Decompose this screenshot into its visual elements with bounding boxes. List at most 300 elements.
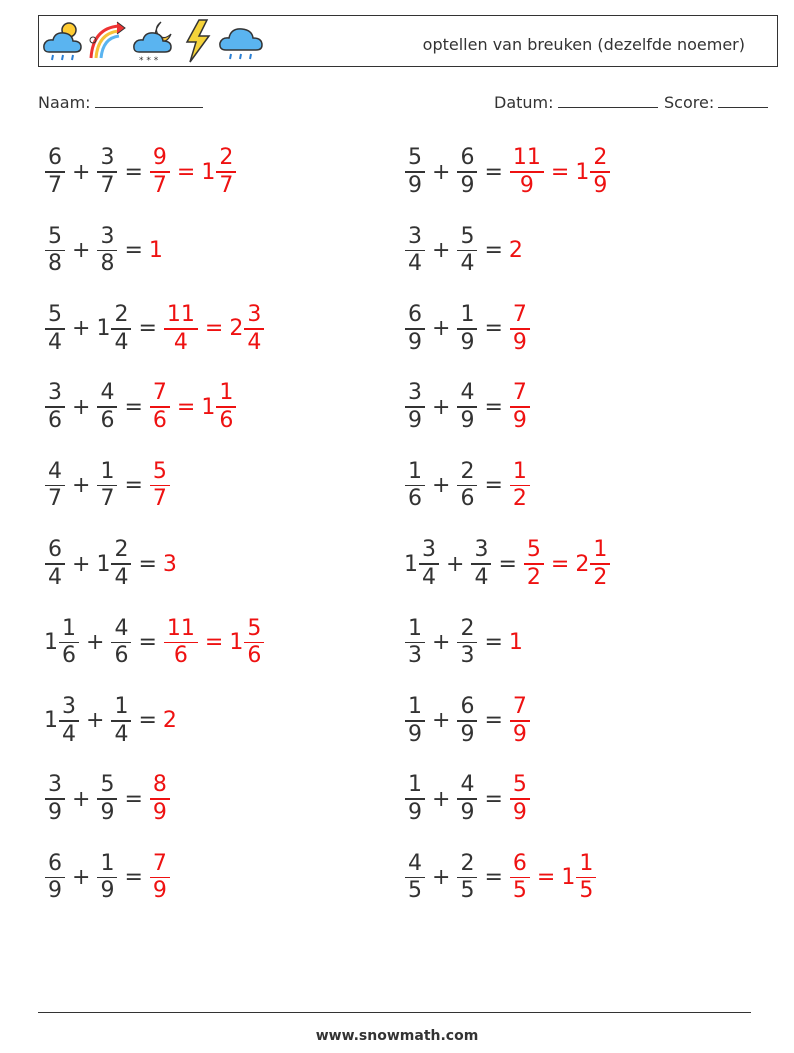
fraction [150,459,170,513]
numerator: 6 [460,694,475,719]
fraction [244,302,264,356]
denominator: 9 [460,407,475,433]
equals-sign: = [124,159,143,185]
numerator: 5 [152,458,167,484]
denominator: 9 [593,172,608,198]
answer [509,238,523,263]
numerator: 2 [460,615,475,641]
fraction [405,851,425,905]
problem-8 [404,375,531,439]
whole-number: 1 [229,629,244,655]
whole-number: 2 [508,237,523,263]
denominator: 9 [512,407,527,433]
numerator: 3 [48,772,62,798]
denominator: 6 [247,643,262,669]
answer [509,630,523,655]
denominator: 9 [512,721,527,747]
plus-sign: + [72,473,91,499]
numerator: 4 [460,772,475,798]
numerator: 6 [408,302,422,327]
answer [509,851,597,905]
numerator: 1 [593,537,608,563]
lightning-icon [181,18,215,64]
equals-sign: = [124,473,143,499]
sun-rain-cloud-icon [41,18,85,64]
answer [509,380,531,434]
numerator: 6 [48,145,62,171]
whole-number: 1 [404,551,418,577]
plus-sign: + [432,629,451,655]
fraction [457,302,477,356]
numerator: 6 [512,850,527,876]
denominator: 4 [408,251,422,277]
denominator: 7 [48,172,62,198]
numerator: 2 [114,302,129,327]
numerator: 1 [512,458,527,484]
plus-sign: + [432,473,451,499]
answer [163,552,177,577]
problem-13 [44,610,265,674]
plus-sign: + [432,237,451,263]
answer [149,459,171,513]
equals-sign: = [176,394,196,420]
fraction [45,145,65,199]
whole-number: 1 [96,316,111,342]
fraction [510,380,530,434]
plus-sign: + [432,394,451,420]
denominator: 2 [512,486,527,512]
plus-sign: + [446,551,465,577]
equals-sign: = [484,473,503,499]
score-label: Score: [664,93,715,112]
fraction [45,772,65,826]
equals-sign: = [138,708,157,734]
answer [163,302,265,356]
numerator: 2 [219,145,234,171]
whole-number: 1 [201,394,216,420]
fraction [510,694,530,748]
denominator: 4 [62,721,76,747]
moon-snow-cloud-icon [131,18,177,64]
plus-sign: + [86,708,105,734]
date-field [494,93,658,112]
denominator: 7 [100,172,115,198]
denominator: 4 [114,564,129,590]
fraction [150,380,170,434]
numerator: 5 [408,145,422,171]
fraction [524,537,544,591]
numerator: 2 [460,850,475,876]
denominator: 9 [408,172,422,198]
equals-sign: = [484,237,503,263]
plus-sign: + [72,786,91,812]
denominator: 4 [173,329,188,355]
denominator: 5 [579,878,594,904]
denominator: 4 [114,721,129,747]
numerator: 5 [460,223,475,249]
fraction [510,302,530,356]
numerator: 11 [166,615,195,641]
score-field [664,93,768,112]
fraction [216,145,236,199]
plus-sign: + [432,786,451,812]
problem-16 [404,689,531,753]
denominator: 5 [460,878,475,904]
problem-19 [44,846,171,910]
numerator: 5 [48,302,62,327]
name-line [95,93,203,108]
answer [509,302,531,356]
equals-sign: = [484,865,503,891]
denominator: 4 [247,329,262,355]
fraction [150,851,170,905]
denominator: 3 [460,643,475,669]
fraction [216,380,236,434]
problem-9 [44,454,171,518]
denominator: 9 [152,799,167,825]
equals-sign: = [484,316,503,342]
equals-sign: = [176,159,196,185]
worksheet-title: optellen van breuken (dezelfde noemer) [422,35,745,54]
equals-sign: = [484,394,503,420]
denominator: 4 [48,329,62,355]
answer [509,145,611,199]
denominator: 9 [100,878,115,904]
numerator: 2 [593,145,608,171]
denominator: 9 [408,329,422,355]
denominator: 6 [408,486,422,512]
numerator: 4 [114,615,129,641]
problem-20 [404,846,597,910]
fraction [59,616,79,670]
denominator: 4 [422,564,436,590]
answer [509,694,531,748]
numerator: 6 [48,537,62,563]
equals-sign: = [204,316,224,342]
numerator: 6 [460,145,475,171]
denominator: 4 [114,329,129,355]
date-line [558,93,658,108]
answer [163,708,177,733]
fraction [45,851,65,905]
fraction [45,459,65,513]
denominator: 5 [408,878,422,904]
plus-sign: + [432,708,451,734]
denominator: 4 [460,251,475,277]
numerator: 3 [48,380,62,406]
numerator: 5 [526,537,541,563]
fraction [405,145,425,199]
fraction [97,459,117,513]
whole-number: 2 [575,551,590,577]
fraction [111,616,131,670]
fraction [405,616,425,670]
denominator: 4 [48,564,62,590]
numerator: 8 [152,772,167,798]
numerator: 3 [62,694,76,719]
fraction [457,145,477,199]
problem-6 [404,297,531,361]
numerator: 4 [100,380,115,406]
numerator: 7 [512,302,527,327]
numerator: 5 [247,615,262,641]
denominator: 2 [593,564,608,590]
denominator: 9 [408,407,422,433]
whole-number: 1 [44,708,58,734]
equals-sign: = [484,159,503,185]
plus-sign: + [432,865,451,891]
fraction [457,380,477,434]
numerator: 7 [512,694,527,719]
denominator: 9 [519,172,534,198]
fraction [45,537,65,591]
answer [149,238,163,263]
denominator: 6 [219,407,234,433]
equals-sign: = [498,551,517,577]
denominator: 9 [460,721,475,747]
problem-3 [44,218,163,282]
plus-sign: + [72,316,91,342]
whole-number: 1 [148,237,163,263]
denominator: 7 [219,172,234,198]
equals-sign: = [484,629,503,655]
numerator: 3 [474,537,489,563]
problem-5 [44,297,265,361]
whole-number: 1 [575,159,590,185]
denominator: 6 [48,407,62,433]
fraction [419,537,439,591]
fraction [510,851,530,905]
equals-sign: = [124,865,143,891]
fraction [150,145,170,199]
denominator: 9 [408,799,422,825]
denominator: 5 [512,878,527,904]
plus-sign: + [72,237,91,263]
fraction [59,694,79,748]
fraction [471,537,491,591]
numerator: 1 [579,850,594,876]
numerator: 4 [48,458,62,484]
fraction [111,537,131,591]
answer [149,851,171,905]
denominator: 9 [460,172,475,198]
problem-18 [404,767,531,831]
denominator: 9 [100,799,115,825]
whole-number: 2 [162,708,177,734]
numerator: 5 [48,223,62,249]
denominator: 9 [512,329,527,355]
score-line [718,93,768,108]
problem-12 [404,532,611,596]
fraction [457,459,477,513]
denominator: 8 [48,251,62,277]
problem-14 [404,610,523,674]
fraction [111,302,131,356]
denominator: 4 [474,564,489,590]
name-label: Naam: [38,93,91,112]
answer [163,616,265,670]
plus-sign: + [432,159,451,185]
numerator: 1 [408,615,422,641]
svg-text:* * *: * * * [139,56,159,64]
denominator: 9 [460,799,475,825]
numerator: 11 [166,302,195,327]
equals-sign: = [484,708,503,734]
whole-number: 3 [162,551,177,577]
worksheet-header [38,15,778,67]
numerator: 9 [152,145,167,171]
numerator: 6 [48,850,62,876]
numerator: 1 [114,694,129,719]
rain-cloud-icon [217,18,267,64]
denominator: 7 [48,486,62,512]
numerator: 1 [408,694,422,719]
whole-number: 2 [229,316,244,342]
whole-number: 1 [508,629,523,655]
whole-number: 1 [561,865,576,891]
plus-sign: + [72,865,91,891]
denominator: 6 [173,643,188,669]
numerator: 1 [100,458,115,484]
problem-17 [44,767,171,831]
denominator: 6 [114,643,129,669]
fraction [97,380,117,434]
numerator: 3 [408,380,422,406]
numerator: 2 [114,537,129,563]
problem-15 [44,689,177,753]
equals-sign: = [138,551,157,577]
fraction [97,772,117,826]
numerator: 4 [460,380,475,406]
fraction [97,145,117,199]
denominator: 8 [100,251,115,277]
fraction [45,224,65,278]
denominator: 7 [152,172,167,198]
numerator: 2 [460,458,475,484]
numerator: 1 [62,615,76,641]
problem-11 [44,532,177,596]
date-label: Datum: [494,93,554,112]
fraction [457,224,477,278]
equals-sign: = [484,786,503,812]
plus-sign: + [86,629,105,655]
denominator: 9 [152,878,167,904]
answer [149,380,237,434]
numerator: 7 [512,380,527,406]
equals-sign: = [138,316,157,342]
fraction [590,537,610,591]
denominator: 6 [460,486,475,512]
numerator: 1 [460,302,475,327]
fraction [457,694,477,748]
footer-url: www.snowmath.com [315,1028,479,1044]
plus-sign: + [72,394,91,420]
numerator: 3 [100,145,115,171]
fraction [510,459,530,513]
name-field [38,93,203,112]
plus-sign: + [72,159,91,185]
equals-sign: = [124,394,143,420]
fraction [510,772,530,826]
equals-sign: = [550,551,570,577]
fraction [405,694,425,748]
answer [149,772,171,826]
fraction [576,851,596,905]
problem-4 [404,218,523,282]
fraction [457,616,477,670]
answer [509,459,531,513]
whole-number: 1 [96,551,111,577]
denominator: 3 [408,643,422,669]
whole-number: 1 [44,629,58,655]
fraction [405,224,425,278]
fraction [45,380,65,434]
numerator: 5 [100,772,115,798]
answer [509,772,531,826]
denominator: 9 [48,878,62,904]
fraction [457,772,477,826]
fraction [97,224,117,278]
denominator: 7 [100,486,115,512]
numerator: 1 [408,772,422,798]
denominator: 9 [460,329,475,355]
whole-number: 1 [201,159,216,185]
fraction [164,302,198,356]
numerator: 4 [408,850,422,876]
problem-7 [44,375,237,439]
fraction [111,694,131,748]
numerator: 1 [408,458,422,484]
equals-sign: = [124,786,143,812]
fraction [45,302,65,356]
denominator: 6 [62,643,76,669]
denominator: 7 [152,486,167,512]
fraction [405,380,425,434]
problem-10 [404,454,531,518]
fraction [244,616,264,670]
problem-2 [404,140,611,204]
denominator: 9 [512,799,527,825]
footer-divider [38,1012,751,1013]
numerator: 3 [422,537,436,563]
numerator: 7 [152,380,167,406]
fraction [405,459,425,513]
fraction [457,851,477,905]
equals-sign: = [536,865,556,891]
numerator: 1 [219,380,234,406]
plus-sign: + [432,316,451,342]
fraction [405,772,425,826]
equals-sign: = [124,237,143,263]
answer [523,537,611,591]
fraction [150,772,170,826]
fraction [164,616,198,670]
equals-sign: = [204,629,224,655]
rainbow-wind-icon [87,18,131,64]
fraction [590,145,610,199]
numerator: 5 [512,772,527,798]
answer [149,145,237,199]
fraction [510,145,544,199]
denominator: 9 [408,721,422,747]
numerator: 11 [512,145,541,171]
plus-sign: + [72,551,91,577]
fraction [405,302,425,356]
numerator: 3 [408,223,422,249]
fraction [97,851,117,905]
equals-sign: = [138,629,157,655]
denominator: 9 [48,799,62,825]
